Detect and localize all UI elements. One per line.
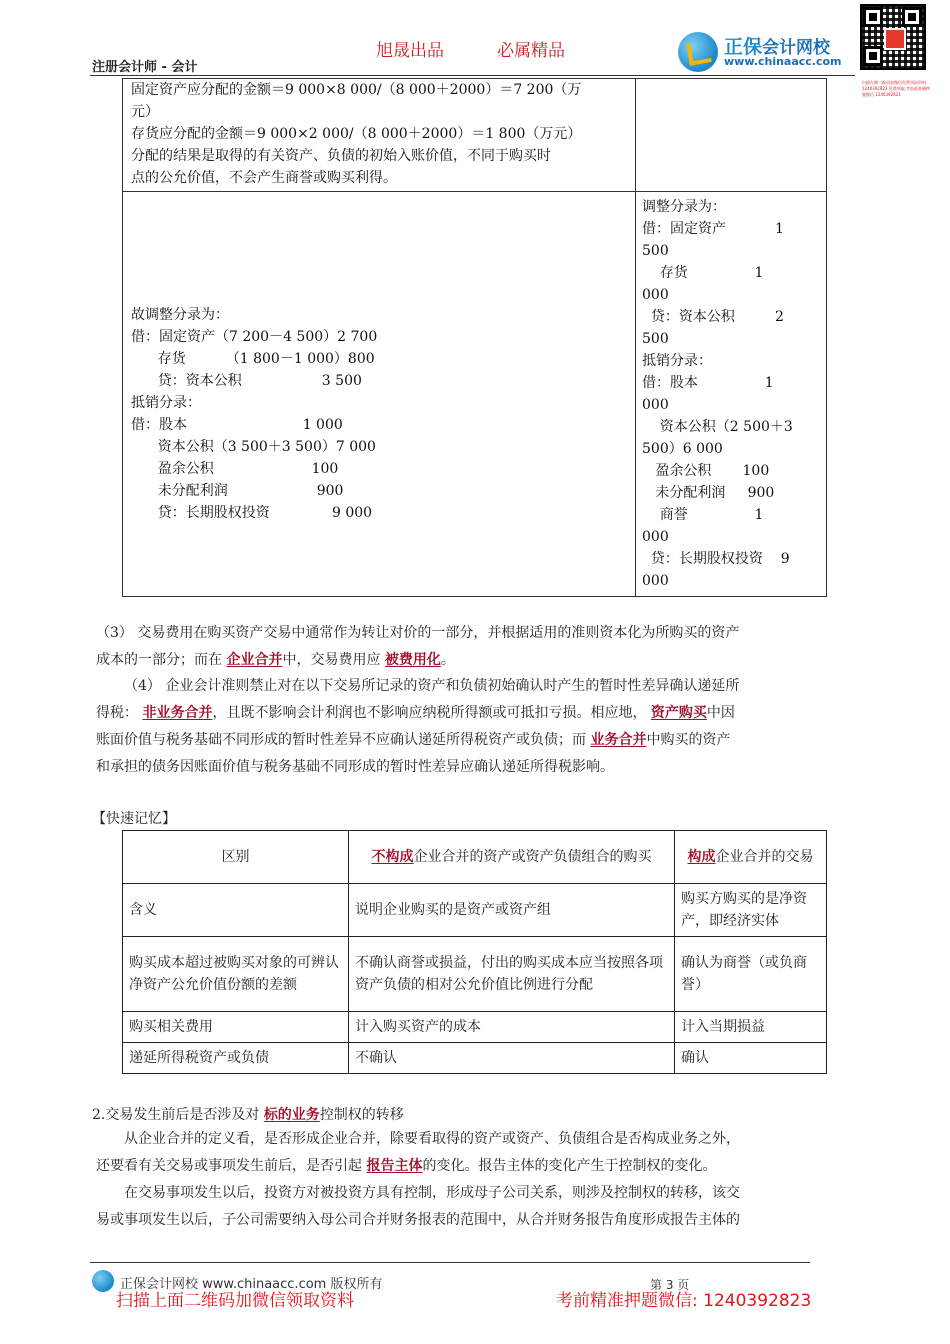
logo-url: www.chinaacc.com [724, 55, 842, 68]
text-line: 借：股本 1 000 [131, 417, 343, 433]
logo-name: 正保会计网校 [724, 36, 831, 58]
table-row [123, 1043, 827, 1074]
table-cell: 确认为商誉（或负商誉） [675, 937, 827, 1012]
text-line: 抵销分录： [131, 395, 201, 411]
table-header-cell: 区别 [123, 831, 349, 884]
paragraph-3: （3） 交易费用在购买资产交易中通常作为转让对价的一部分，并根据适用的准则资本化为所购买的资产 成本的一部分；而在 企业合并中，交易费用应 被费用化。 [96, 625, 740, 668]
text-line: 故调整分录为： [131, 307, 229, 323]
table-cell: 购买方购买的是净资产，即经济实体 [675, 884, 827, 937]
keyword-asset-purchase: 资产购买 [650, 705, 707, 721]
page-number: 第 3 页 [650, 1278, 690, 1292]
keyword-non-business-combination: 非业务合并 [142, 705, 213, 721]
table-row [123, 1012, 827, 1043]
text-line: 000 [642, 287, 669, 303]
text-line: 贷：资本公积 2 [642, 309, 784, 325]
paragraph-5: 从企业合并的定义看，是否形成企业合并，除要看取得的资产或资产、负债组合是否构成业务之外， 还要看有关交易或事项发生前后，是否引起 报告主体的变化。报告主体的变化产生于控制权的变化。 [96, 1131, 740, 1174]
memo-title: 【快速记忆】 [92, 811, 176, 827]
table-row [123, 884, 827, 937]
table-cell: 递延所得税资产或负债 [123, 1043, 349, 1074]
keyword-expensed: 被费用化 [384, 652, 441, 668]
promo-left: 扫描上面二维码加微信领取资料 [116, 1291, 354, 1311]
text-line: 资本公积（3 500＋3 500）7 000 [131, 439, 376, 455]
table-cell: 说明企业购买的是资产或资产组 [349, 884, 675, 937]
keyword-business-combination-2: 业务合并 [590, 732, 647, 748]
text-line: 000 [642, 397, 669, 413]
qr-eye-icon [902, 7, 922, 27]
text-line: 盈余公积 100 [131, 461, 339, 477]
table-cell: 购买成本超过被购买对象的可辨认净资产公允价值份额的差额 [123, 937, 349, 1012]
text-line: 存货应分配的金额＝9 000×2 000/（8 000＋2000）＝1 800（万元） [131, 126, 582, 142]
paragraph-6: 在交易事项发生以后，投资方对被投资方具有控制，形成母子公司关系，则涉及控制权的转移，该交 易或事项发生以后，子公司需要纳入母公司合并财务报表的范围中，从合并财务报告角度形成报告主体的 [96, 1185, 740, 1228]
table-cell: 购买相关费用 [123, 1012, 349, 1043]
text-line: 存货 1 [642, 265, 764, 281]
keyword-business-combination: 企业合并 [226, 652, 283, 668]
text-line: 000 [642, 573, 669, 589]
chinaacc-logo [678, 30, 858, 74]
qr-center-badge-icon [884, 28, 906, 50]
text-line: 存货 （1 800－1 000）800 [131, 351, 375, 367]
text-line: 借：固定资产（7 200－4 500）2 700 [131, 329, 378, 345]
text-line: 贷：资本公积 3 500 [131, 373, 362, 389]
qr-eye-icon [863, 46, 883, 66]
footer-copyright: 正保会计网校 www.chinaacc.com 版权所有 [120, 1277, 383, 1292]
text-line: 未分配利润 900 [131, 483, 344, 499]
table-cell [123, 192, 636, 597]
text-line: 500 [642, 243, 669, 259]
table-cell: 计入当期损益 [675, 1012, 827, 1043]
text-line: 未分配利润 900 [642, 485, 775, 501]
text-line: 固定资产应分配的金额＝9 000×8 000/（8 000＋2000）＝7 200（万 [131, 82, 582, 98]
section-2-heading: 2.交易发生前后是否涉及对 标的业务控制权的转移 [92, 1107, 404, 1123]
text-line: 贷：长期股权投资 9 000 [131, 505, 373, 521]
promo-right: 考前精准押题微信: 1240392823 [556, 1291, 812, 1311]
qr-eye-icon [863, 7, 883, 27]
text-line: 调整分录为： [642, 199, 726, 215]
table-cell: 含义 [123, 884, 349, 937]
text-line: 分配的结果是取得的有关资产、负债的初始入账价值，不同于购买时 [131, 148, 551, 164]
text-line: 盈余公积 100 [642, 463, 770, 479]
slogan-right: 必属精品 [497, 41, 565, 61]
text-line: 500）6 000 [642, 441, 723, 457]
text-line: 500 [642, 331, 669, 347]
text-line: 元） [131, 104, 159, 120]
table-header-cell: 不构成企业合并的资产或资产负债组合的购买 [349, 831, 675, 884]
table-cell: 计入购买资产的成本 [349, 1012, 675, 1043]
keyword-reporting-entity: 报告主体 [366, 1158, 423, 1174]
qr-note: 扫描左侧二维码加微信免费领取资料 1240392823 免费领取,考前最准确押题微信 1240392823 [862, 80, 930, 97]
table-cell [123, 79, 636, 192]
table-row [123, 937, 827, 1012]
table-row [123, 192, 827, 597]
keyword-target-business: 标的业务 [263, 1107, 320, 1123]
footer-divider [90, 1262, 810, 1263]
text-line: 贷：长期股权投资 9 [642, 551, 790, 567]
text-line: 000 [642, 529, 669, 545]
header-divider [90, 75, 855, 76]
text-line: 点的公允价值，不会产生商誉或购买利得。 [131, 170, 397, 186]
table-cell [636, 79, 827, 192]
slogan-left: 旭晟出品 [376, 41, 444, 61]
text-line: 借：固定资产 1 [642, 221, 784, 237]
text-line: 借：股本 1 [642, 375, 774, 391]
table-row [123, 831, 827, 884]
entries-table [122, 78, 827, 597]
text-line: 商誉 1 [642, 507, 764, 523]
table-cell: 确认 [675, 1043, 827, 1074]
table-cell: 不确认 [349, 1043, 675, 1074]
document-subject: 注册会计师 - 会计 [92, 60, 198, 75]
text-line: 资本公积（2 500＋3 [642, 419, 793, 435]
logo-emblem-icon [678, 32, 718, 72]
text-line: 抵销分录： [642, 353, 712, 369]
paragraph-4: （4） 企业会计准则禁止对在以下交易所记录的资产和负债初始确认时产生的暂时性差异确认递延所 得税： 非业务合并，且既不影响会计利润也不影响应纳税所得额或可抵扣亏损。相应地， 资产购买中因 账面价值与税务基础不同形成的暂时性差异不应确认递延所得税资产或负债；而 业务合并中购买的资产 和承担的债务因账面价值与税务基础不同形成的暂时性差异应确认递延所得税影响。 [96, 678, 740, 775]
qr-code-icon[interactable] [860, 4, 926, 70]
comparison-table [122, 830, 827, 1074]
table-cell [636, 192, 827, 597]
footer-logo-icon [92, 1270, 114, 1292]
table-header-cell: 构成企业合并的交易 [675, 831, 827, 884]
table-cell: 不确认商誉或损益，付出的购买成本应当按照各项资产负债的相对公允价值比例进行分配 [349, 937, 675, 1012]
table-row [123, 79, 827, 192]
